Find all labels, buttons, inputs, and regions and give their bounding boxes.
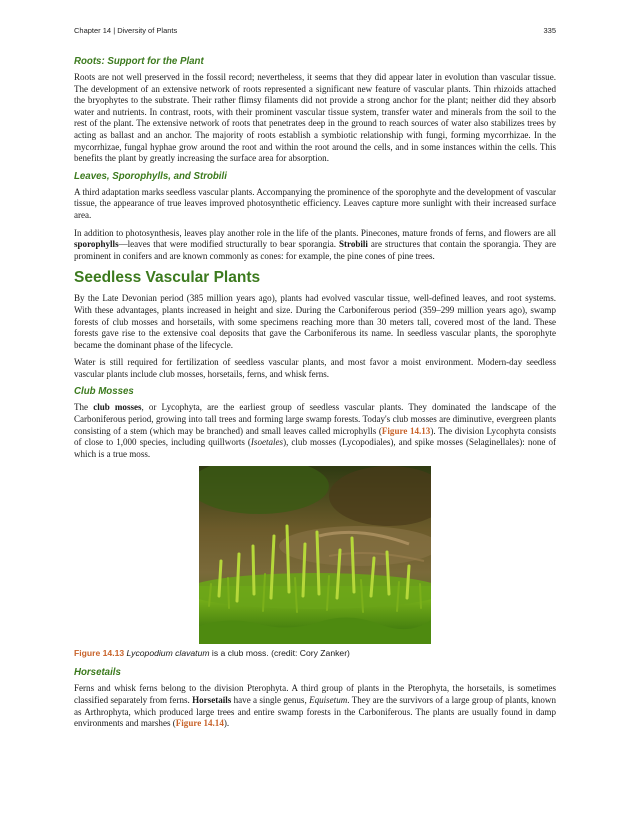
seedless-heading: Seedless Vascular Plants	[74, 269, 261, 287]
roots-paragraph: Roots are not well preserved in the fossil record; nevertheless, it seems that they did appear later in evolution than vascular tissue. The development of an extensive network of roots represented a significant new feature of vascular plants. Thin rhizoids attached the bryophytes to the substrate. Their rather flimsy filaments did not provide a strong anchor for the plant; neither did they absorb water and nutrients. In contrast, roots, with their prominent vascular tissue system, transfer water and minerals from the soil to the rest of the plant. The extensive network of roots that penetrates deep in the ground to reach sources of water also stabilizes trees by acting as ballast and an anchor. The majority of roots establish a symbiotic relationship with fungi, forming mycorrhizae. In the mycorrhizae, fungal hyphae grow around the root and within the root around the cells, and in some instances within the cells. This benefits the plant by greatly increasing the surface area for absorption.	[74, 72, 556, 164]
running-header	[74, 26, 556, 35]
term-isoetales: Isoetales	[250, 437, 284, 448]
club-mosses-heading: Club Mosses	[74, 386, 134, 398]
text-run: , or Lycophyta, are the earliest group of seedless vascular plants. They dominated the landscape of the Carboniferous period, growing into tall trees and forming large swamp forests. Today's club mosses are diminutive, evergreen plants consisting of a stem (which may be branched) and small leaves called microphylls (	[74, 402, 557, 436]
text-run: ).	[223, 718, 230, 729]
figure-14-14-link[interactable]: Figure 14.14	[175, 718, 224, 729]
term-strobili: Strobili	[338, 239, 368, 250]
horsetails-paragraph	[74, 683, 556, 729]
roots-heading: Roots: Support for the Plant	[74, 56, 204, 67]
figure-14-13-link[interactable]: Figure 14.13	[381, 425, 431, 436]
term-equisetum: Equisetum	[309, 695, 348, 706]
horsetails-heading: Horsetails	[74, 667, 121, 679]
figure-caption	[74, 648, 556, 659]
leaves-heading: Leaves, Sporophylls, and Strobili	[74, 170, 227, 182]
seedless-paragraph-1: By the Late Devonian period (385 million years ago), plants had evolved vascular tissue, well-defined leaves, and root systems. With these advantages, plants increased in height and size. During the Carboniferous period (359–299 million years ago), swamp forests of club mosses and horsetails, with some specimens reaching more than 30 meters tall, covered most of the land. These forests gave rise to the extensive coal deposits that gave the Carboniferous its name. In seedless vascular plants, the sporophyte became the dominant phase of the lifecycle.	[74, 293, 556, 350]
club-moss-photo	[199, 466, 431, 644]
text-run: . They are the survivors of a large group of plants, known as Arthrophyta, which produced large trees and entire swamp forests in the Carboniferous. The plants are usually found in damp environments and marshes (	[74, 695, 556, 729]
term-sporophylls: sporophylls	[74, 239, 119, 250]
main-content	[74, 56, 556, 736]
text-run: have a single genus,	[231, 695, 310, 706]
text-run: ). The division Lycophyta consists of close to 1,000 species, including quillworts (	[74, 425, 556, 448]
caption-text: is a club moss. (credit: Cory Zanker)	[209, 648, 350, 659]
text-run: In addition to photosynthesis, leaves play another role in the life of the plants. Pinecones, mature fronds of ferns, and flowers are all	[74, 227, 556, 238]
term-horsetails: Horsetails	[192, 695, 232, 706]
text-run: The	[74, 402, 94, 413]
text-run: are structures that contain the sporangia. They are prominent in conifers and are known commonly as cones: for example, the pine cones of pine trees.	[74, 239, 556, 261]
text-run: ), club mosses (Lycopodiales), and spike mosses (Selaginellales): none of which is a true moss.	[74, 437, 556, 459]
leaves-paragraph-1: A third adaptation marks seedless vascular plants. Accompanying the prominence of the sporophyte and the development of vascular tissue, the appearance of true leaves improved photosynthetic efficiency. Leaves capture more sunlight with their increased surface area.	[74, 186, 556, 220]
figure-species: Lycopodium clavatum	[126, 648, 210, 659]
text-run: Ferns and whisk ferns belong to the division Pterophyta. A third group of plants in the Pterophyta, the horsetails, is sometimes classified separately from ferns.	[74, 683, 556, 706]
chapter-title: Chapter 14 | Diversity of Plants	[74, 26, 178, 35]
term-club-mosses: club mosses	[93, 402, 142, 413]
seedless-paragraph-2: Water is still required for fertilization of seedless vascular plants, and most favor a moist environment. Modern-day seedless vascular plants include club mosses, horsetails, ferns, and whisk ferns.	[74, 357, 556, 379]
text-run: —leaves that were modified structurally to bear sporangia.	[118, 239, 339, 250]
club-mosses-paragraph	[74, 402, 556, 460]
page-number: 335	[543, 26, 556, 35]
leaves-paragraph-2	[74, 228, 556, 263]
figure-number: Figure 14.13	[74, 648, 125, 659]
